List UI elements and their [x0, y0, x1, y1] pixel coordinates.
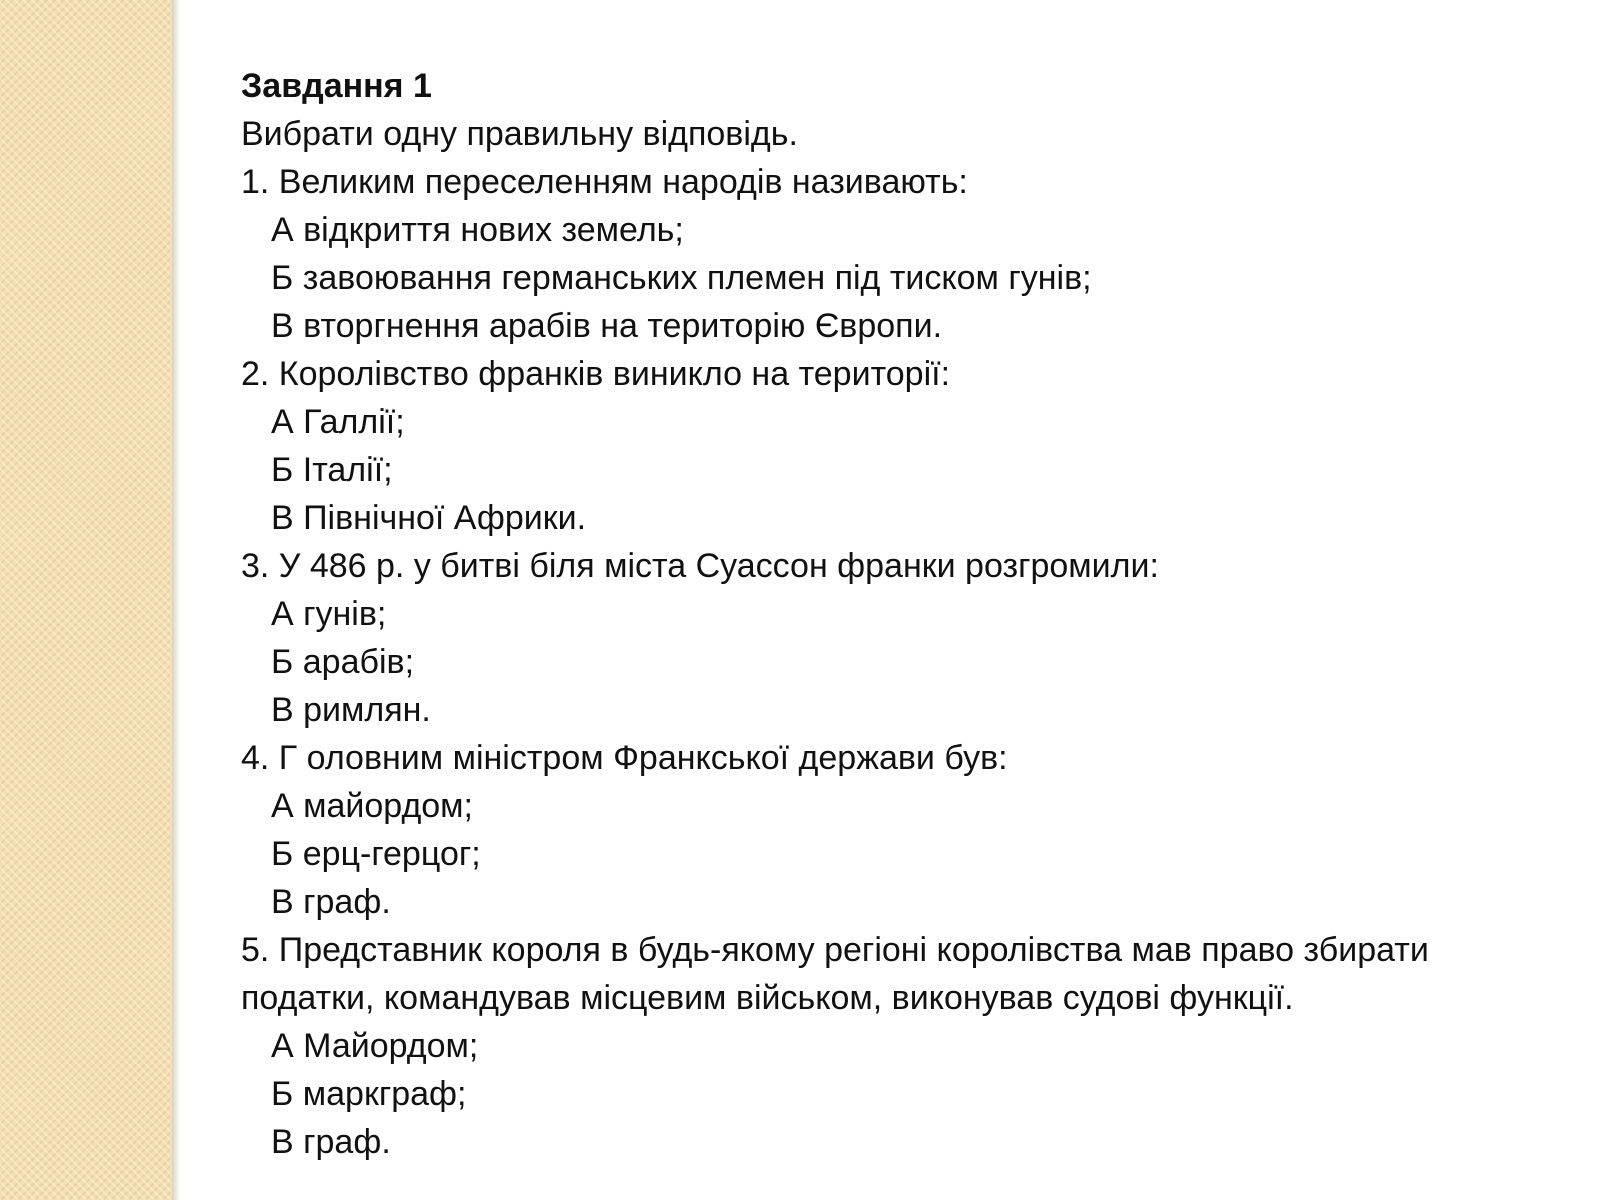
answer-option-a: А Майордом; — [271, 1027, 479, 1065]
slide-content — [241, 62, 1561, 1166]
question-text: 1. Великим переселенням народів називають: — [241, 163, 968, 201]
answer-option-c: В граф. — [271, 1123, 391, 1161]
question-4 — [241, 734, 1561, 926]
question-text: 3. У 486 р. у битві біля міста Суассон франки розгромили: — [241, 547, 1159, 585]
answer-option-a: А гунів; — [271, 595, 387, 633]
answer-option-a: А Галлії; — [271, 403, 405, 441]
answer-option-b: Б маркграф; — [271, 1075, 467, 1113]
answer-option-b: Б Італії; — [271, 451, 393, 489]
answer-option-a: А майордом; — [271, 787, 474, 825]
answer-option-c: В граф. — [271, 883, 391, 921]
answer-option-b: Б завоювання германських племен під тиском гунів; — [271, 259, 1092, 297]
question-2 — [241, 350, 1561, 542]
decorative-side-strip — [0, 0, 172, 1200]
instruction-text: Вибрати одну правильну відповідь. — [241, 115, 798, 153]
question-5 — [241, 926, 1561, 1166]
answer-option-c: В вторгнення арабів на територію Європи. — [271, 307, 943, 345]
answer-option-b: Б ерц-герцог; — [271, 835, 481, 873]
question-text-line-2: податки, командував місцевим військом, виконував судові функції. — [241, 979, 1294, 1017]
side-strip-shadow — [172, 0, 180, 1200]
question-text: 2. Королівство франків виникло на території: — [241, 355, 951, 393]
question-1 — [241, 158, 1561, 350]
slide-title: Завдання 1 — [241, 67, 432, 105]
answer-option-c: В римлян. — [271, 691, 431, 729]
question-text-line-1: 5. Представник короля в будь-якому регіоні королівства мав право збирати — [241, 931, 1429, 969]
question-3 — [241, 542, 1561, 734]
answer-option-b: Б арабів; — [271, 643, 415, 681]
answer-option-a: А відкриття нових земель; — [271, 211, 684, 249]
answer-option-c: В Північної Африки. — [271, 499, 587, 537]
question-text: 4. Г оловним міністром Франкської держави був: — [241, 739, 1008, 777]
